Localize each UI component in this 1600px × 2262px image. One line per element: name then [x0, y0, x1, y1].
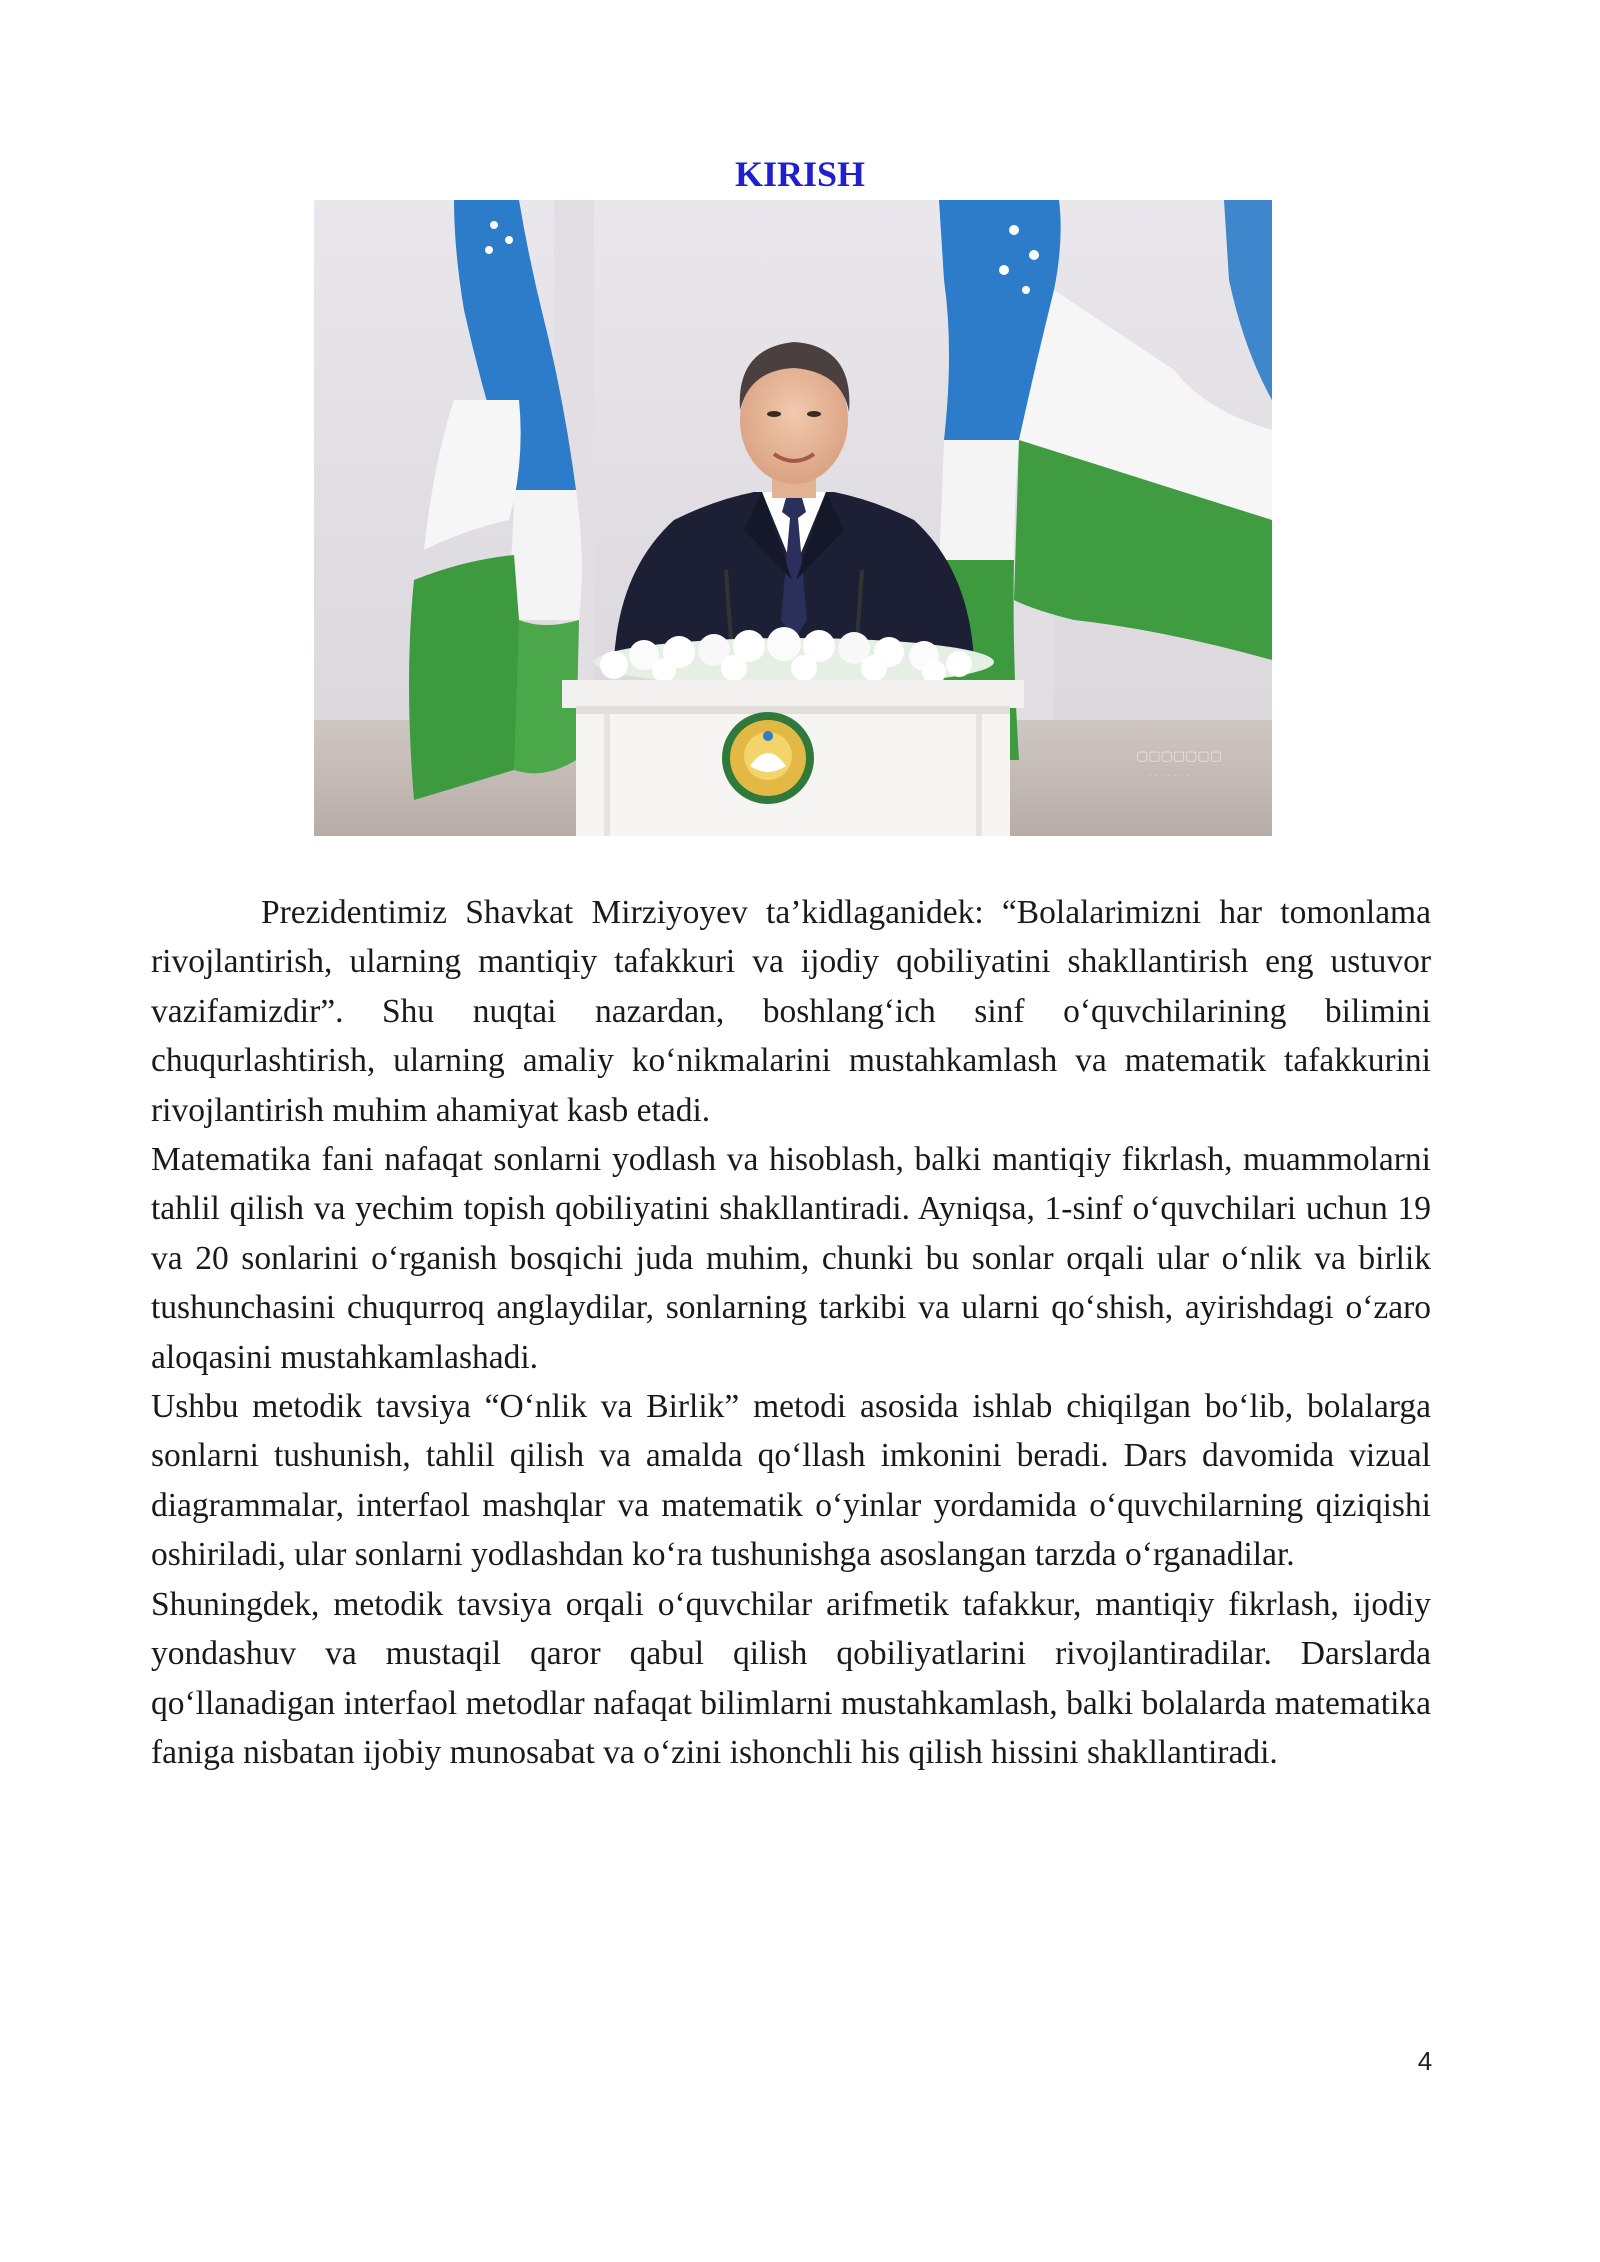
- president-photo: [314, 200, 1272, 836]
- page-number: 4: [1417, 2046, 1433, 2076]
- body-text: [151, 888, 1431, 1777]
- svg-text:▢▢▢▢▢▢▢: ▢▢▢▢▢▢▢: [1136, 748, 1222, 763]
- svg-text:· · · · · · ·: · · · · · · ·: [1149, 770, 1189, 781]
- paragraph: Shuningdek, metodik tavsiya orqali o‘quvchilar arifmetik tafakkur, mantiqiy fikrlash, ijodiy yondashuv va mustaqil qaror qabul qilish qobiliyatlarini rivojlantiradilar. Darslarda qo‘llanadigan interfaol metodlar nafaqat bilimlarni mustahkamlash, balki bolalarda matematika faniga nisbatan ijobiy munosabat va o‘zini ishonchli his qilish hissini shakllantiradi.: [151, 1585, 1431, 1771]
- state-emblem-icon: [722, 712, 814, 804]
- paragraph: Ushbu metodik tavsiya “O‘nlik va Birlik” metodi asosida ishlab chiqilgan bo‘lib, bolalarga sonlarni tushunish, tahlil qilish va amalda qo‘llash imkonini beradi. Dars davomida vizual diagrammalar, interfaol mashqlar va matematik o‘yinlar yordamida o‘quvchilarning qiziqishi oshiriladi, ular sonlarni yodlashdan ko‘ra tushunishga asoslangan tarzda o‘rganadilar.: [151, 1388, 1431, 1574]
- paragraph: Prezidentimiz Shavkat Mirziyoyev ta’kidlaganidek: “Bolalarimizni har tomonlama rivojlantirish, ularning mantiqiy tafakkuri va ijodiy qobiliyatini shakllantirish eng ustuvor vazifamizdir”. Shu nuqtai nazardan, boshlang‘ich sinf o‘quvchilarining bilimini chuqurlashtirish, ularning amaliy ko‘nikmalarini mustahkamlash va matematik tafakkurini rivojlantirish muhim ahamiyat kasb etadi.: [151, 894, 1431, 1129]
- page-title: KIRISH: [734, 154, 866, 194]
- paragraph: Matematika fani nafaqat sonlarni yodlash va hisoblash, balki mantiqiy fikrlash, muammolarni tahlil qilish va yechim topish qobiliyatini shakllantiradi. Ayniqsa, 1-sinf o‘quvchilari uchun 19 va 20 sonlarini o‘rganish bosqichi juda muhim, chunki bu sonlar orqali ular o‘nlik va birlik tushunchasini chuqurroq anglaydilar, sonlarning tarkibi va ularni qo‘shish, ayirishdagi o‘zaro aloqasini mustahkamlashadi.: [151, 1141, 1431, 1376]
